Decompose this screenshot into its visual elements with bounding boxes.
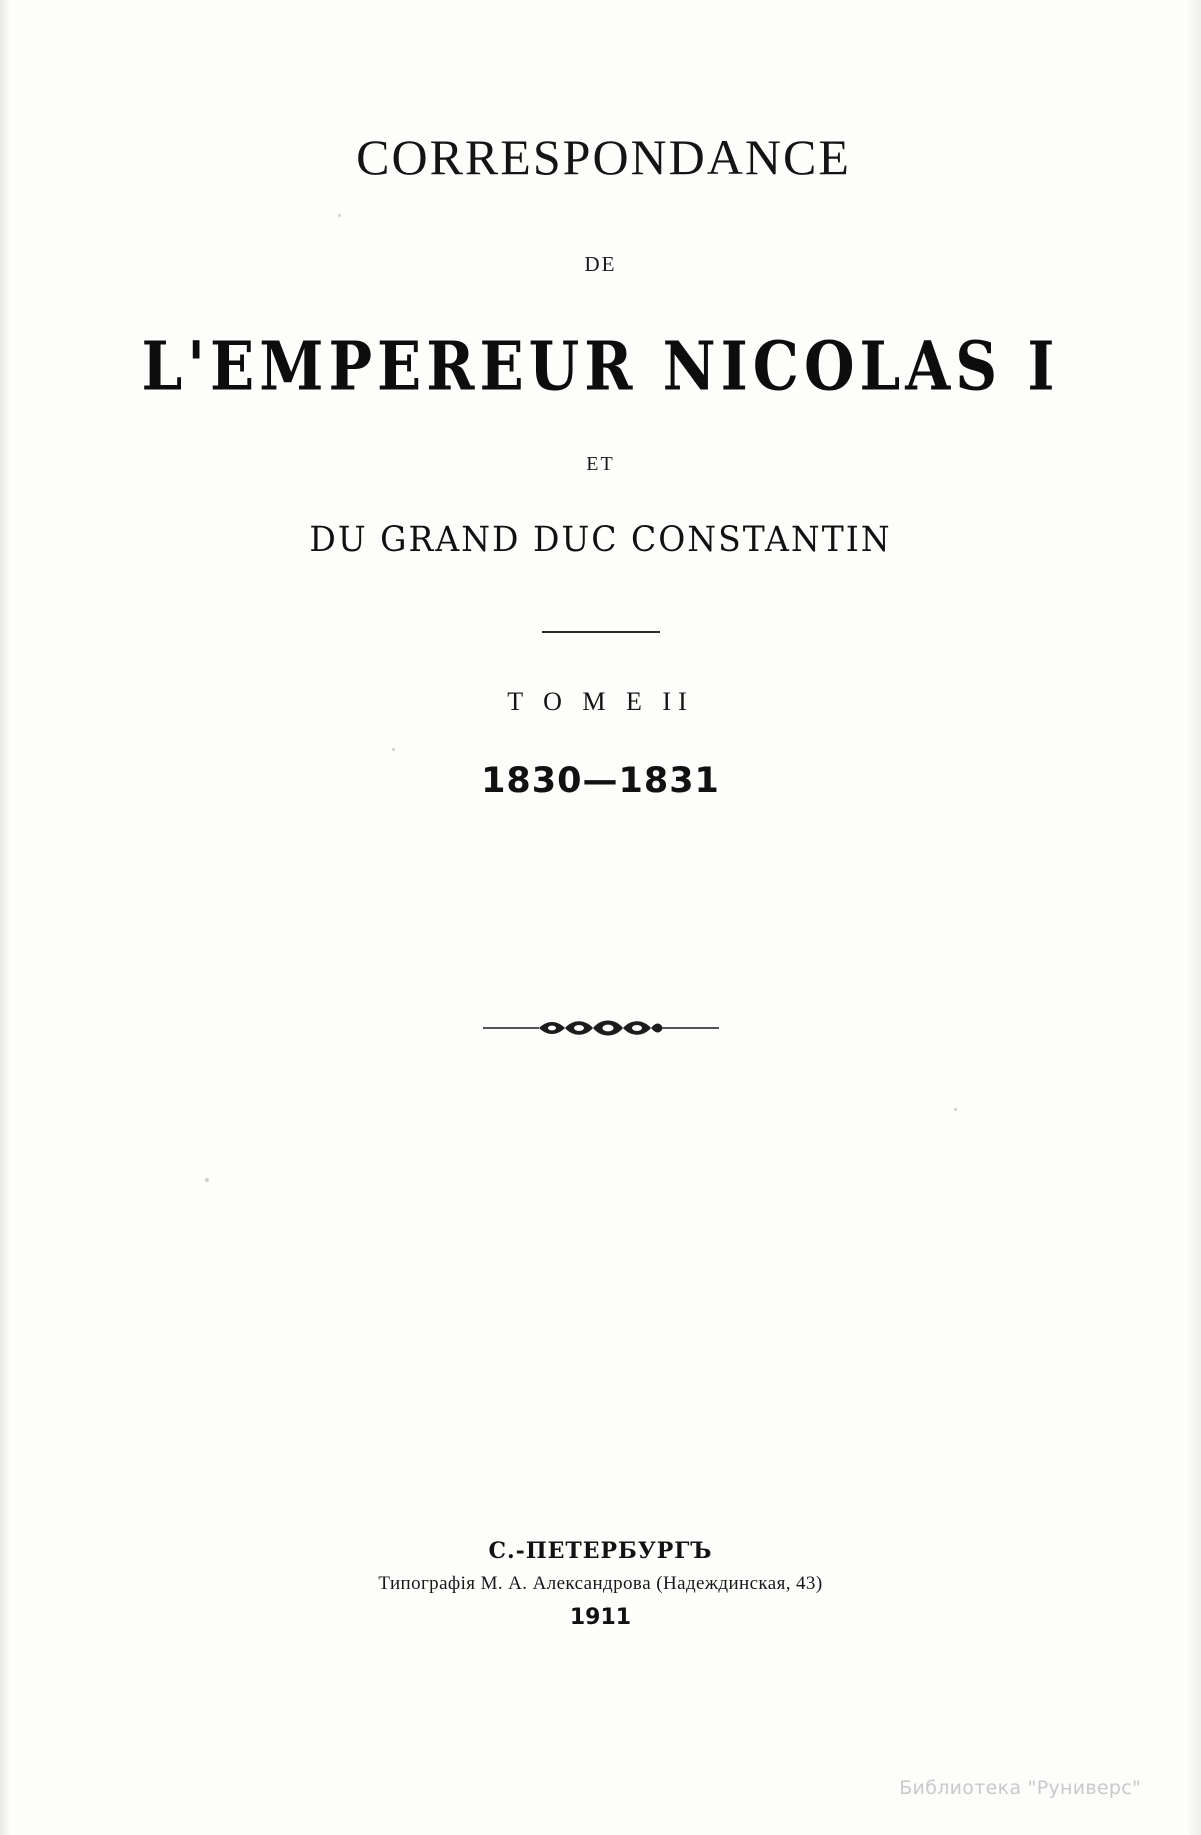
library-watermark: Библиотека "Руниверс" — [899, 1777, 1141, 1799]
imprint-city: С.-ПЕТЕРБУРГЪ — [488, 1538, 713, 1564]
title-conjunction-et: ET — [586, 453, 615, 475]
document-main-title: CORRESPONDANCE — [356, 129, 851, 185]
title-subject-grand-duke: DU GRAND DUC CONSTANTIN — [309, 518, 892, 560]
scan-speck — [954, 1108, 957, 1111]
title-subject-emperor: L'EMPEREUR NICOLAS I — [141, 327, 1060, 406]
imprint-year: 1911 — [569, 1605, 632, 1630]
title-preposition-de: DE — [584, 252, 617, 276]
scan-speck — [205, 1178, 209, 1182]
horizontal-rule — [542, 631, 660, 633]
title-block — [0, 129, 1201, 1045]
decorative-divider-icon — [0, 1011, 1201, 1045]
imprint-printer: Типографія М. А. Александровa (Надеждинская, 43) — [378, 1573, 823, 1594]
imprint-block — [0, 1538, 1201, 1630]
date-range: 1830—1831 — [481, 761, 720, 801]
volume-label: T O M E II — [507, 687, 694, 716]
